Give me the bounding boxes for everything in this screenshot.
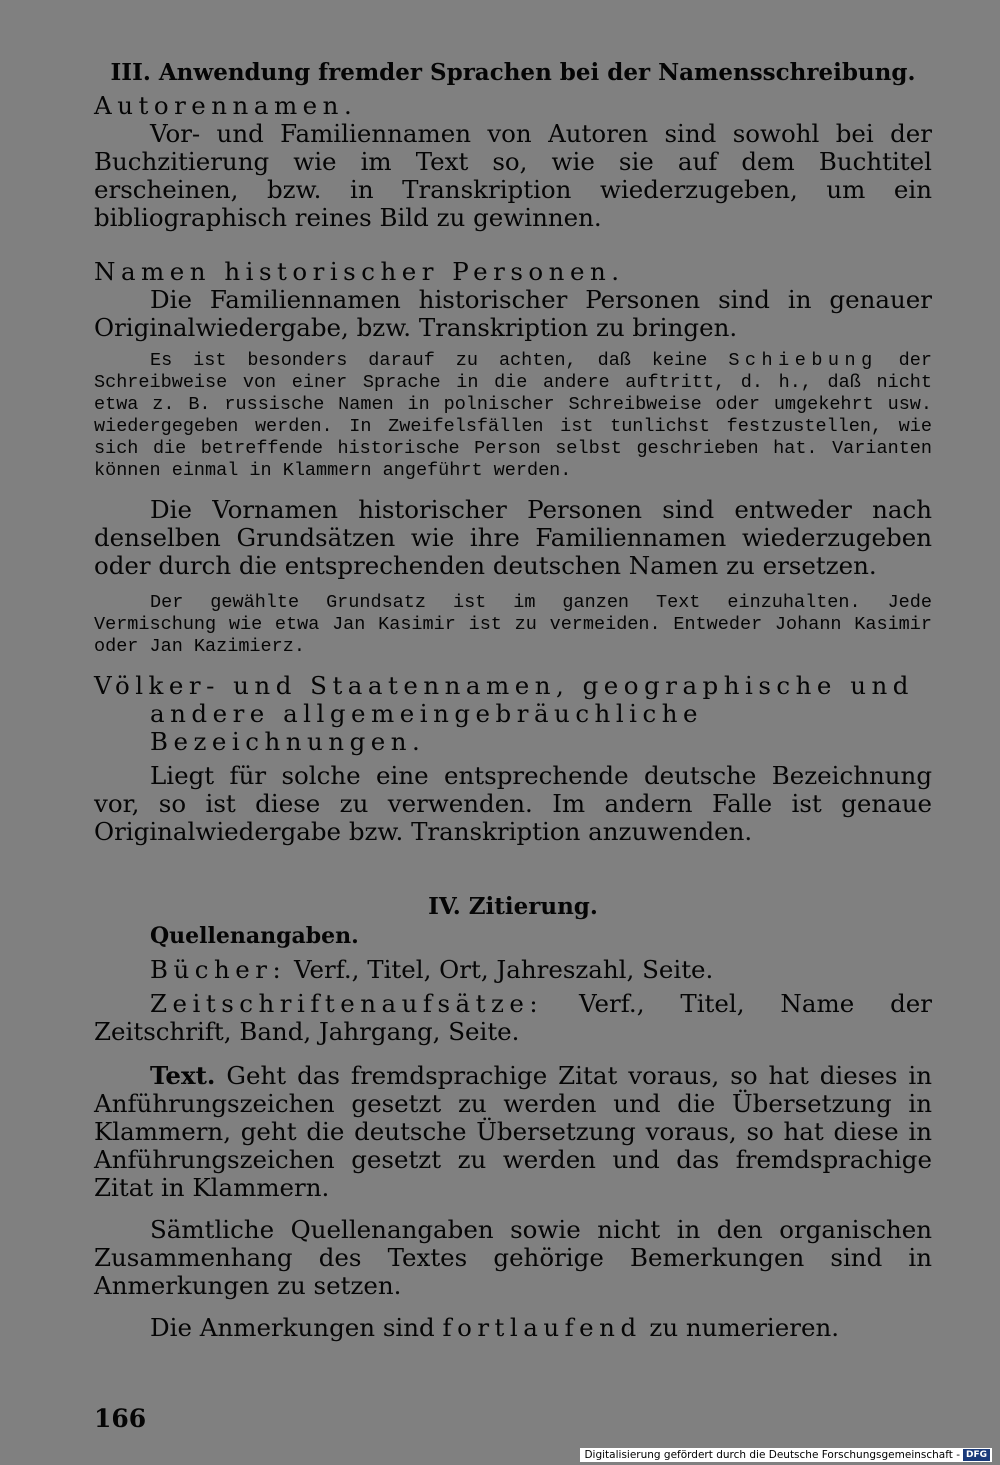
schiebung-note: [94, 350, 932, 482]
zeitschriften-label: Zeitschriftenaufsätze:: [150, 989, 544, 1018]
historische-personen-heading: Namen historischer Personen.: [94, 257, 625, 286]
note-text-start: Es ist besonders darauf zu achten, daß keine: [150, 350, 729, 371]
buecher-text: Verf., Titel, Ort, Jahreszahl, Seite.: [286, 955, 714, 984]
note-spaced-word: Schiebung: [728, 350, 878, 371]
autorennamen-paragraph: Vor- und Familiennamen von Autoren sind sowohl bei der Buchzitierung wie im Text so, wie sie auf dem Buchtitel erscheinen, bzw. in Transkription wiederzugeben, um ein bibliographisch reines Bild zu gewinnen.: [94, 119, 932, 232]
page-number: 166: [94, 1404, 147, 1433]
digitization-footer: [580, 1448, 992, 1462]
anmerkungen-paragraph: [94, 1314, 932, 1342]
buecher-label: Bücher:: [150, 955, 287, 984]
saemtliche-paragraph: Sämtliche Quellenangaben sowie nicht in den organischen Zusammenhang des Textes gehörige Bemerkungen sind in Anmerkungen zu setzen.: [94, 1215, 932, 1300]
document-page: [94, 58, 932, 1342]
dfg-logo: DFG: [963, 1449, 990, 1461]
anm-end: zu numerieren.: [641, 1313, 840, 1342]
anm-start: Die Anmerkungen sind: [150, 1313, 443, 1342]
text-body: Geht das fremdsprachige Zitat voraus, so hat dieses in Anführungszeichen gesetzt zu werden und die Übersetzung in Klammern, geht die deutsche Übersetzung voraus, so hat diese in Anführungszeichen gesetzt zu werden und das fremdsprachige Zitat in Klammern.: [94, 1061, 932, 1202]
text-label: Text.: [150, 1061, 216, 1090]
footer-text: Digitalisierung gefördert durch die Deutsche Forschungsgemeinschaft -: [584, 1449, 960, 1461]
zeitschriften-line: [94, 990, 932, 1046]
text-paragraph: [94, 1062, 932, 1202]
section-3-title: III. Anwendung fremder Sprachen bei der Namensschreibung.: [110, 59, 916, 86]
autorennamen-heading: Autorennamen.: [94, 91, 358, 120]
note-text-end: der Schreibweise von einer Sprache in die andere auftritt, d. h., daß nicht etwa z. B. russische Namen in polnischer Schreibweise oder umgekehrt usw. wiedergegeben werden. In Zweifelsfällen ist tunlichst festzustellen, wie sich die betreffende historische Person selbst geschrieben hat. Varianten können einmal in Klammern angeführt werden.: [94, 350, 932, 481]
voelker-heading: Völker- und Staatennamen, geographische und andere allgemeingebräuchliche Bezeichnungen.: [94, 671, 914, 756]
grundsatz-note: Der gewählte Grundsatz ist im ganzen Text einzuhalten. Jede Vermischung wie etwa Jan Kasimir ist zu vermeiden. Entweder Johann Kasimir oder Jan Kazimierz.: [94, 592, 932, 657]
section-4-title: IV. Zitierung.: [428, 893, 598, 920]
familiennamen-paragraph: Die Familiennamen historischer Personen sind in genauer Originalwiedergabe, bzw. Transkription zu bringen.: [94, 285, 932, 342]
zeitschriften-text: Verf., Titel, Name der Zeitschrift, Band, Jahrgang, Seite.: [94, 989, 932, 1046]
vornamen-paragraph: Die Vornamen historischer Personen sind entweder nach denselben Grundsätzen wie ihre Familiennamen wiederzugeben oder durch die entsprechenden deutschen Namen zu ersetzen.: [94, 495, 932, 580]
voelker-paragraph: Liegt für solche eine entsprechende deutsche Bezeichnung vor, so ist diese zu verwenden. Im andern Falle ist genaue Originalwiedergabe bzw. Transkription anzuwenden.: [94, 761, 932, 846]
quellenangaben-heading: Quellenangaben.: [150, 923, 359, 949]
buecher-line: [94, 956, 932, 984]
anm-spaced-word: fortlaufend: [442, 1313, 642, 1342]
